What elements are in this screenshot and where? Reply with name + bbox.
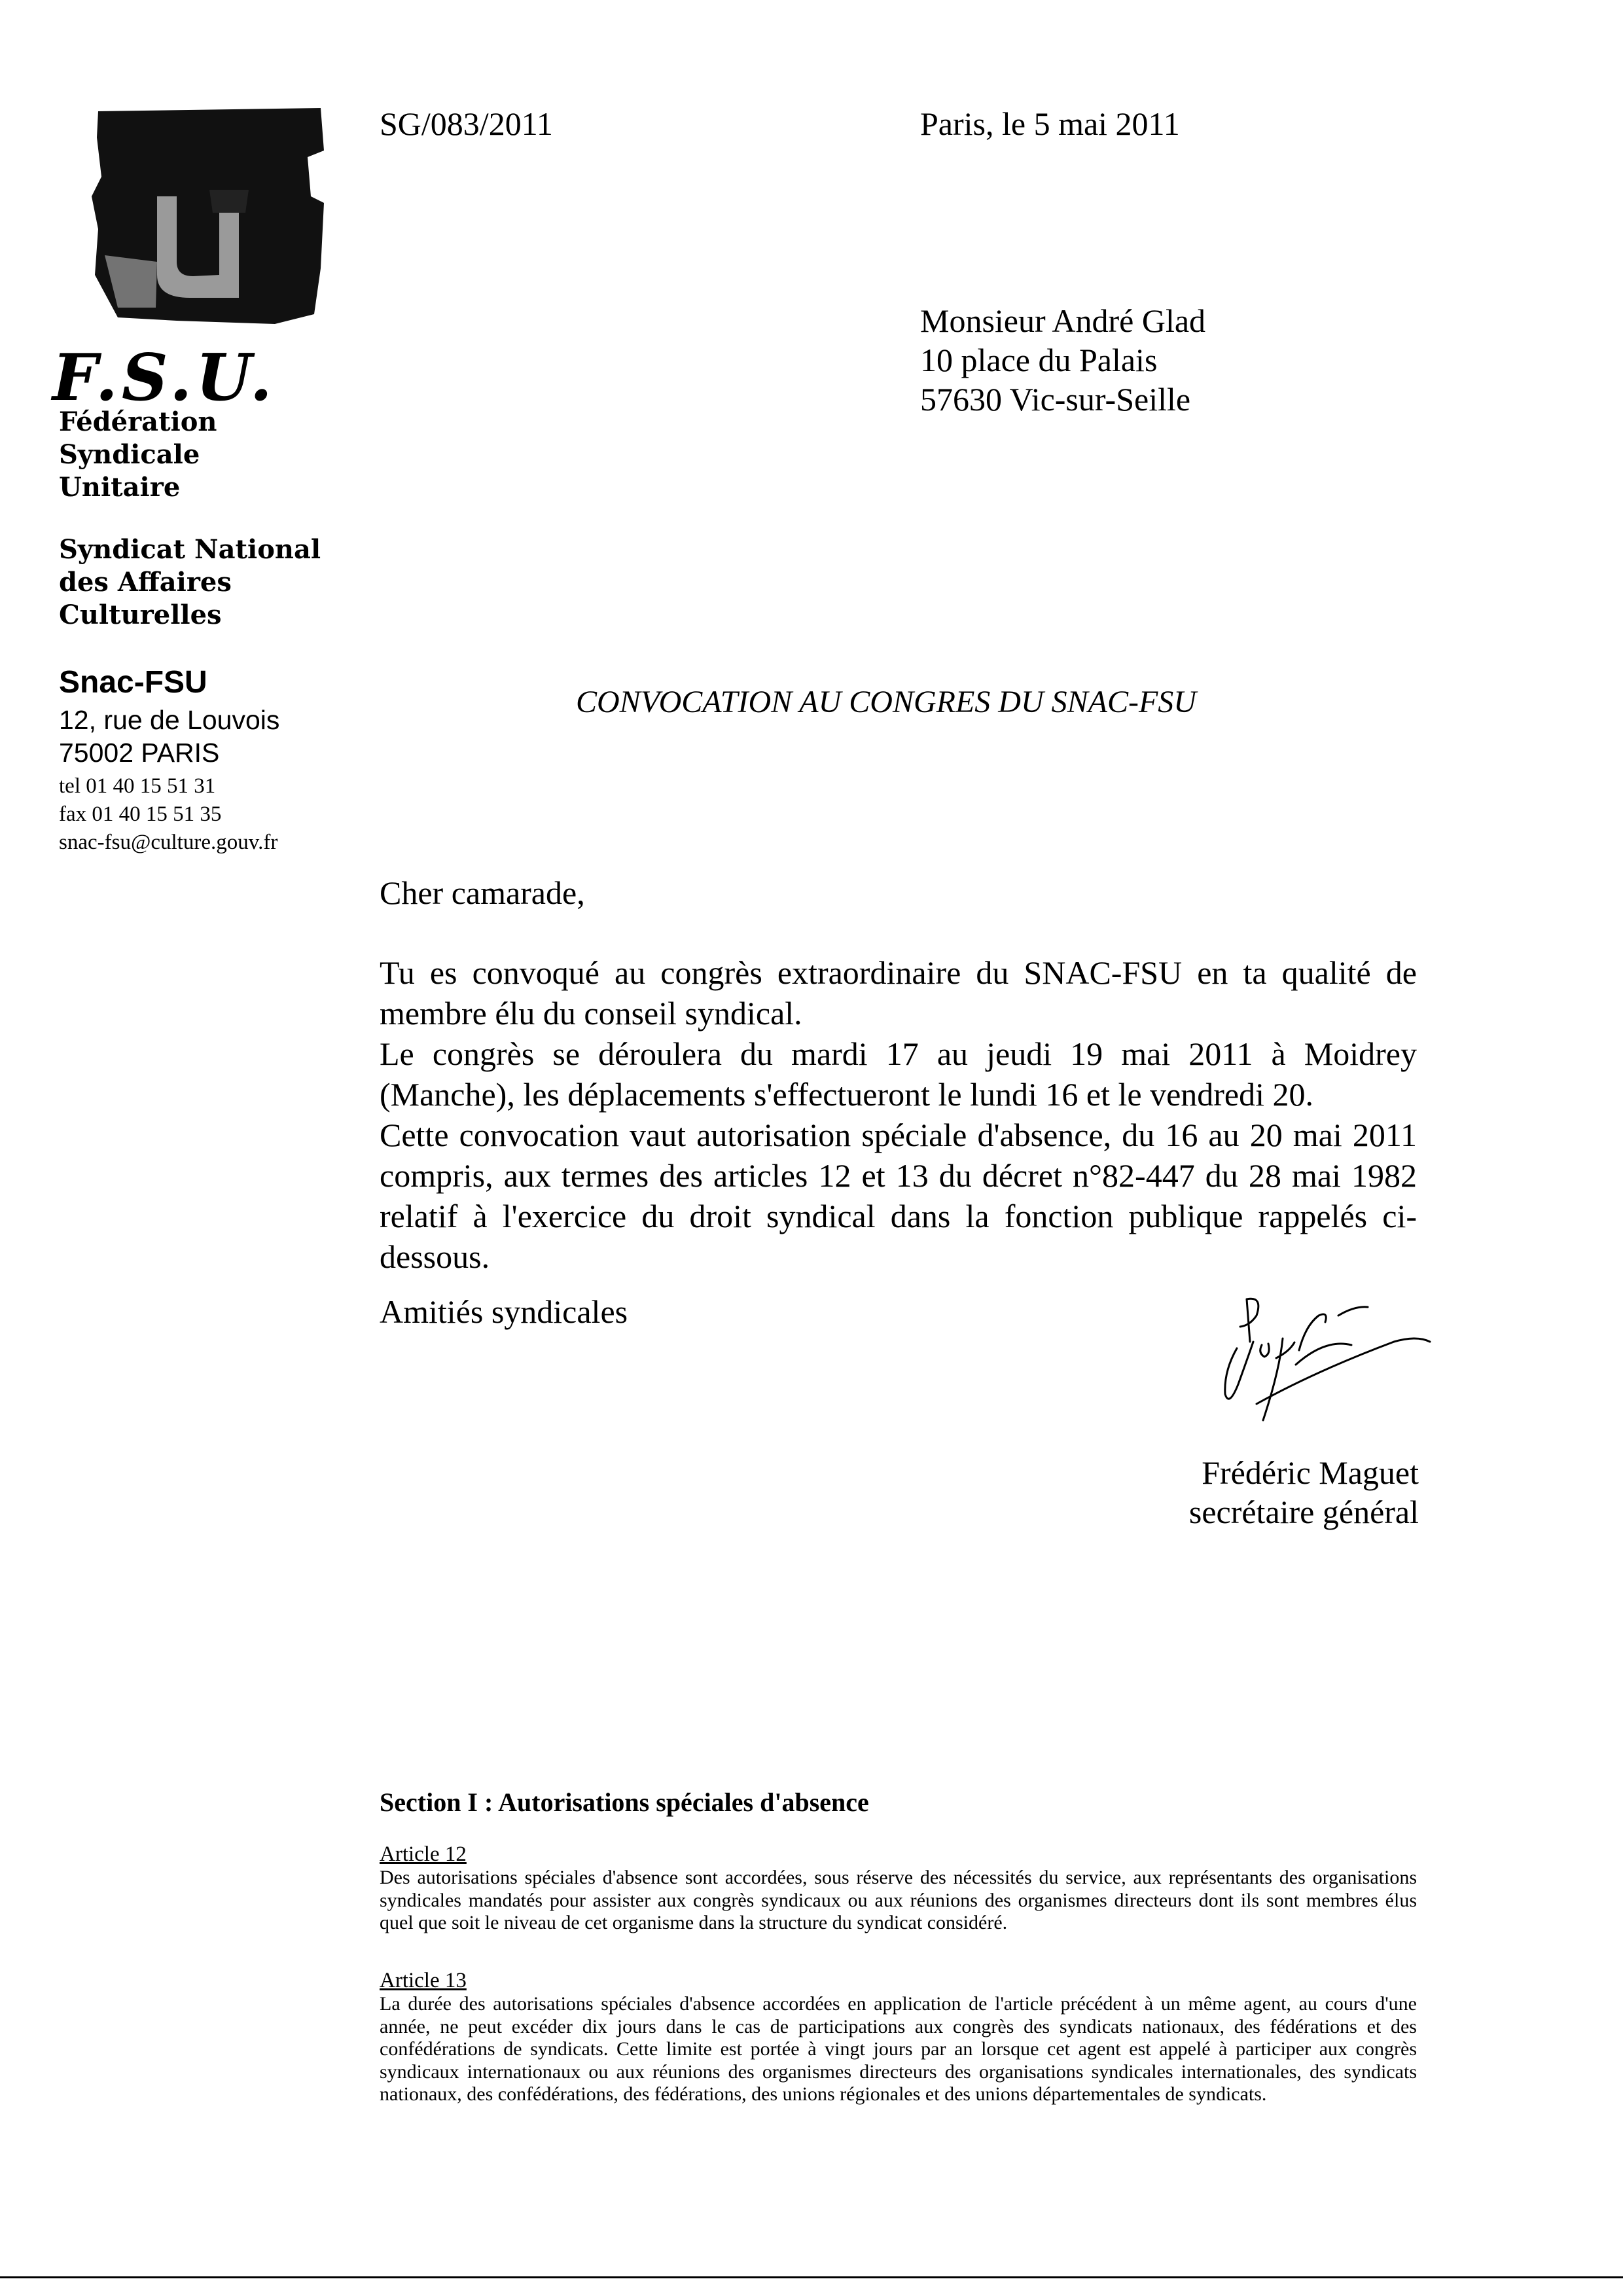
- federation-name: [59, 406, 217, 504]
- letter-subject: CONVOCATION AU CONGRES DU SNAC-FSU: [576, 685, 1196, 719]
- fsu-acronym: F.S.U.: [52, 340, 276, 416]
- letter-reference: SG/083/2011: [380, 105, 553, 142]
- fsu-logo: [79, 98, 340, 360]
- body-paragraph: Le congrès se déroulera du mardi 17 au jeudi 19 mai 2011 à Moidrey (Manche), les déplacements s'effectueront le lundi 16 et le vendredi 20.: [380, 1035, 1417, 1113]
- signer-name: Frédéric Maguet: [1202, 1454, 1419, 1491]
- handwritten-signature: [1185, 1280, 1433, 1437]
- article-12-label: Article 12: [380, 1842, 467, 1866]
- phone-number: tel 01 40 15 51 31: [59, 774, 216, 798]
- body-paragraph: Cette convocation vaut autorisation spéciale d'absence, du 16 au 20 mai 2011 compris, aux termes des articles 12 et 13 du décret n°82-447 du 28 mai 1982 relatif à l'exercice du droit syndical dans la fonction publique rappelés ci-dessous.: [380, 1117, 1417, 1275]
- closing-salutation: Amitiés syndicales: [380, 1293, 628, 1330]
- union-contacts: [59, 772, 277, 857]
- article-13-label: Article 13: [380, 1969, 467, 1992]
- federation-line: Fédération: [59, 406, 217, 437]
- union-address: [59, 704, 279, 769]
- fax-number: fax 01 40 15 51 35: [59, 802, 222, 826]
- recipient-name: Monsieur André Glad: [920, 302, 1206, 339]
- body-paragraph: Tu es convoqué au congrès extraordinaire du SNAC-FSU en ta qualité de membre élu du conseil syndical.: [380, 954, 1417, 1031]
- article-12-text: Des autorisations spéciales d'absence sont accordées, sous réserve des nécessités du service, aux représentants des organisations syndicales mandatés pour assister aux congrès syndicaux ou aux réunions des organismes directeurs dont ils sont membres élus quel que soit le niveau de cet organisme dans la structure du syndicat considéré.: [380, 1867, 1417, 1933]
- union-name: [59, 533, 321, 632]
- email-address: snac-fsu@culture.gouv.fr: [59, 831, 278, 854]
- signer-block: [1165, 1453, 1419, 1532]
- union-short-name: Snac-FSU: [59, 665, 207, 700]
- signer-title: secrétaire général: [1188, 1494, 1419, 1530]
- letter-date: Paris, le 5 mai 2011: [920, 105, 1180, 142]
- union-line: Syndicat National: [59, 534, 321, 565]
- address-line: 12, rue de Louvois: [59, 705, 280, 735]
- greeting: Cher camarade,: [380, 874, 585, 911]
- union-line: des Affaires: [59, 567, 232, 598]
- legal-section-title: Section I : Autorisations spéciales d'absence: [380, 1787, 869, 1817]
- federation-line: Unitaire: [59, 472, 181, 503]
- recipient-city: 57630 Vic-sur-Seille: [920, 381, 1191, 418]
- recipient-address: [920, 301, 1205, 419]
- federation-line: Syndicale: [59, 439, 200, 470]
- footer-rule: [0, 2276, 1623, 2278]
- article-13-text: La durée des autorisations spéciales d'absence accordées en application de l'article précédent à un même agent, au cours d'une année, ne peut excéder dix jours dans le cas de participations aux congrès des syndicats nationaux, des fédérations et des confédérations de syndicats. Cette limite est portée à vingt jours par an lorsque cet agent est appelé à participer aux congrès syndicaux internationaux ou aux réunions des organismes directeurs des organisations syndicales internationales, des syndicats nationaux, des confédérations, des fédérations, des unions régionales et des unions départementales de syndicats.: [380, 1993, 1417, 2105]
- union-line: Culturelles: [59, 600, 222, 630]
- recipient-street: 10 place du Palais: [920, 342, 1158, 378]
- letter-body: [380, 952, 1417, 1277]
- address-line: 75002 PARIS: [59, 738, 220, 768]
